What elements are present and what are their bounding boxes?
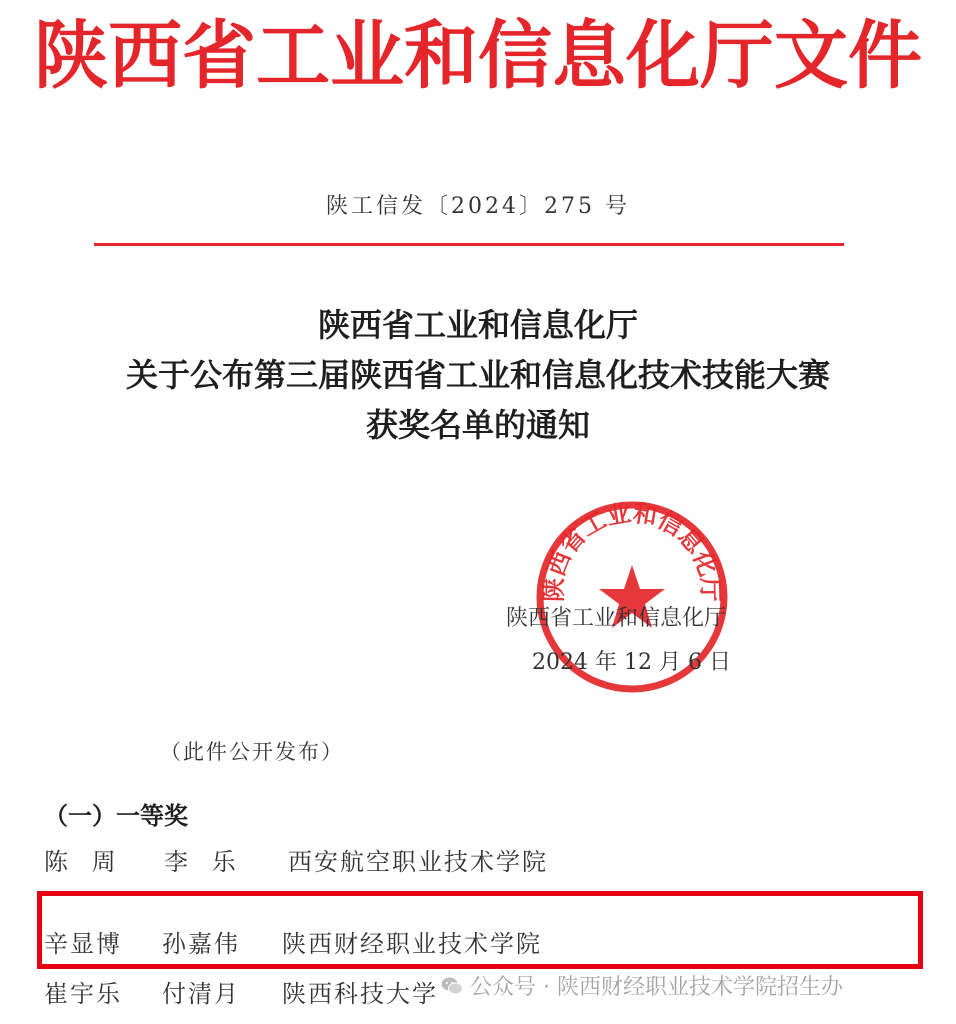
notice-title-line-1: 陕西省工业和信息化厅 bbox=[317, 306, 638, 344]
winner-name-2: 李 乐 bbox=[164, 848, 244, 876]
winner-name-1: 崔宇乐 bbox=[44, 980, 122, 1008]
winner-name-1: 辛显博 bbox=[44, 930, 122, 958]
winner-organization: 陕西财经职业技术学院 bbox=[282, 930, 542, 958]
seal-text: 陕西省工业和信息化厅 bbox=[538, 497, 726, 603]
winner-row-highlighted bbox=[44, 924, 924, 960]
wechat-icon bbox=[440, 974, 464, 998]
winner-name-1: 陈 周 bbox=[44, 848, 124, 876]
public-release-note: （此件公开发布） bbox=[160, 740, 344, 764]
notice-title-line-3: 获奖名单的通知 bbox=[365, 406, 590, 444]
issuer-name: 陕西省工业和信息化厅 bbox=[506, 606, 727, 631]
header-divider bbox=[94, 243, 844, 246]
watermark-text: 公众号 · 陕西财经职业技术学院招生办 bbox=[470, 975, 843, 1000]
notice-title-line-2: 关于公布第三届陕西省工业和信息化技术技能大赛 bbox=[125, 356, 830, 394]
document-header-title: 陕西省工业和信息化厅文件 bbox=[34, 13, 922, 99]
issue-date: 2024 年 12 月 6 日 bbox=[532, 650, 731, 675]
winner-organization: 西安航空职业技术学院 bbox=[288, 848, 548, 876]
winner-organization: 陕西科技大学 bbox=[282, 980, 438, 1008]
first-prize-heading: （一）一等奖 bbox=[44, 801, 188, 830]
notice-title bbox=[60, 300, 896, 450]
winner-name-2: 孙嘉伟 bbox=[162, 930, 240, 958]
document-number: 陕工信发〔2024〕275 号 bbox=[326, 194, 630, 219]
winner-row bbox=[44, 842, 924, 878]
watermark bbox=[440, 970, 843, 1004]
winner-name-2: 付清月 bbox=[162, 980, 240, 1008]
